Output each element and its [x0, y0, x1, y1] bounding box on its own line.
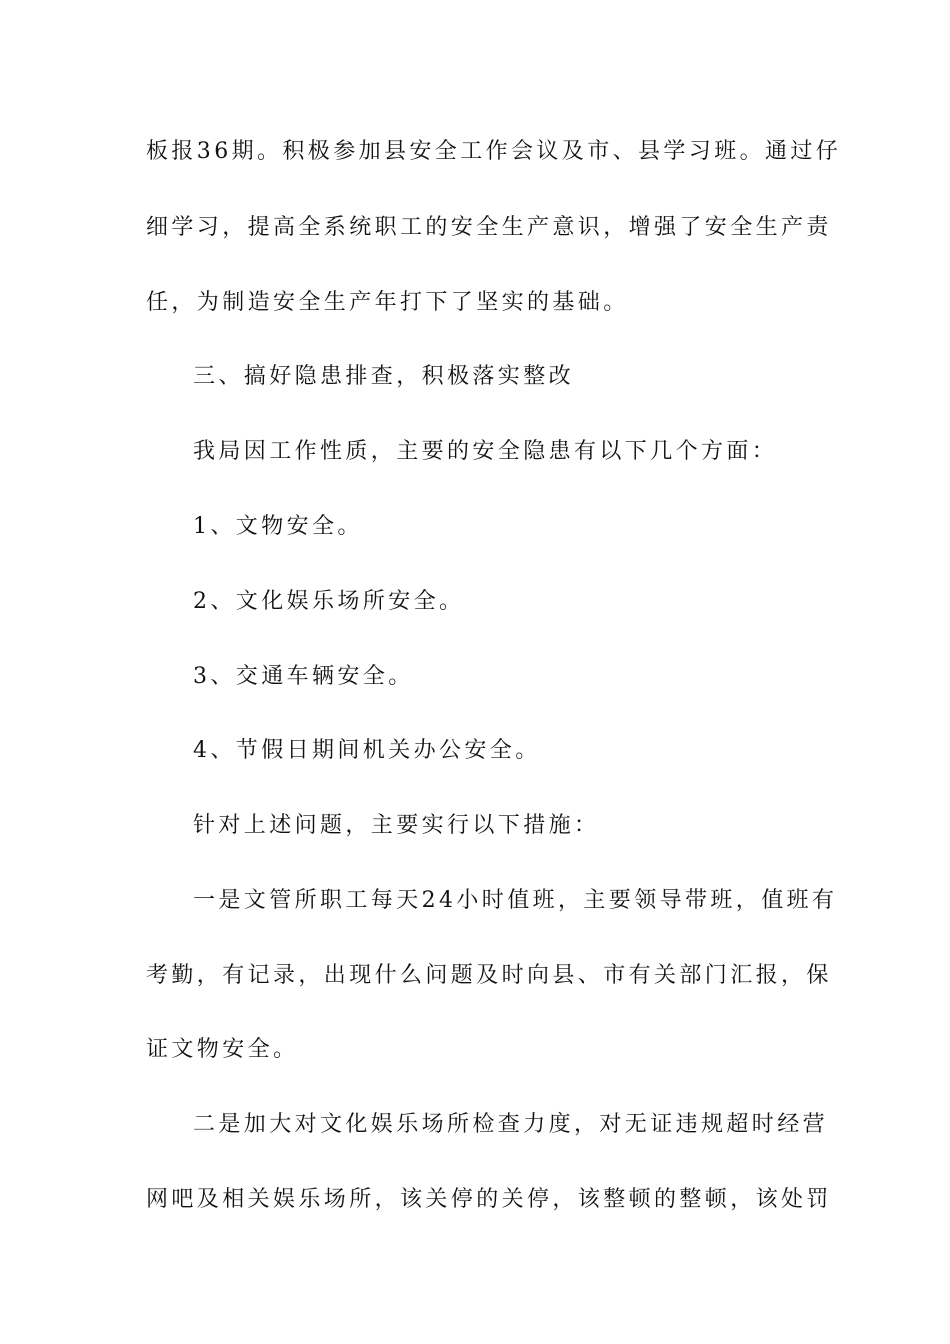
list-item: 1、文物安全。 [193, 514, 363, 539]
list-item: 3、交通车辆安全。 [193, 664, 414, 689]
text-line: 证文物安全。 [146, 1037, 299, 1062]
list-item: 4、节假日期间机关办公安全。 [193, 738, 541, 763]
section-heading: 三、搞好隐患排查，积极落实整改 [193, 364, 575, 389]
text-line: 网吧及相关娱乐场所，该关停的关停，该整顿的整顿，该处罚 [146, 1187, 832, 1212]
text-line: 我局因工作性质，主要的安全隐患有以下几个方面： [193, 439, 778, 464]
text-line: 任，为制造安全生产年打下了坚实的基础。 [146, 290, 629, 315]
text-line: 考勤，有记录，出现什么问题及时向县、市有关部门汇报，保 [146, 963, 832, 988]
list-item: 2、文化娱乐场所安全。 [193, 589, 465, 614]
text-line: 针对上述问题，主要实行以下措施： [193, 813, 600, 838]
text-line: 板报36期。积极参加县安全工作会议及市、县学习班。通过仔 [146, 139, 842, 164]
text-line: 细学习，提高全系统职工的安全生产意识，增强了安全生产责 [146, 215, 832, 240]
text-line: 二是加大对文化娱乐场所检查力度，对无证违规超时经营 [193, 1112, 829, 1137]
text-line: 一是文管所职工每天24小时值班，主要领导带班，值班有 [193, 888, 838, 913]
